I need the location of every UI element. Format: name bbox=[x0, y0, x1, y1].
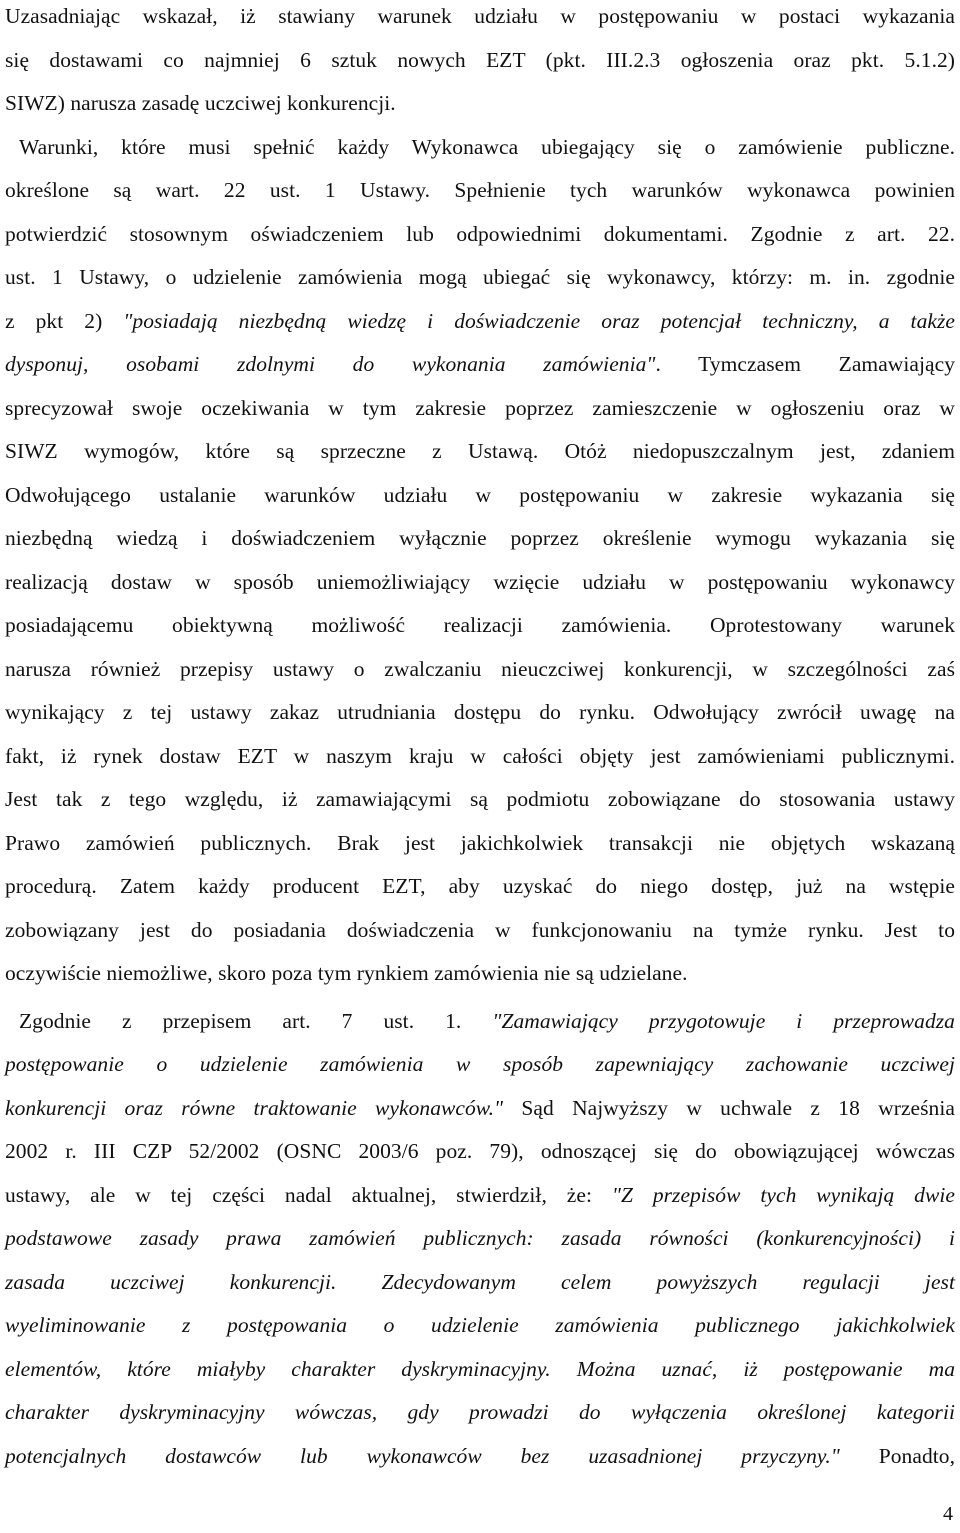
text-line-31-quote: wyeliminowanie z postępowania o udzielenie zamówienia publicznego jakichkolwiek bbox=[5, 1313, 955, 1337]
text-line-9-suffix: . Tymczasem Zamawiający bbox=[655, 352, 955, 376]
text-line-4: Warunki, które musi spełnić każdy Wykonawca ubiegający się o zamówienie publiczne. bbox=[19, 134, 955, 159]
text-line-25-quote: postępowanie o udzielenie zamówienia w sposób zapewniający zachowanie uczciwej bbox=[5, 1052, 955, 1076]
text-line-26-suffix: Sąd Najwyższy w uchwale z 18 września bbox=[521, 1095, 955, 1120]
text-line-7: ust. 1 Ustawy, o udzielenie zamówienia mogą ubiegać się wykonawcy, którzy: m. in. zgodnie bbox=[5, 265, 955, 289]
text-line-29 bbox=[5, 1217, 955, 1261]
text-line-9-quote: dysponuj, osobami zdolnymi do wykonania zamówienia" bbox=[5, 352, 656, 376]
text-line-24 bbox=[5, 1000, 955, 1044]
text-line-6: potwierdzić stosownym oświadczeniem lub odpowiednimi dokumentami. Zgodnie z art. 22. bbox=[5, 221, 955, 246]
text-line-30-quote: zasada uczciwej konkurencji. Zdecydowanym celem powyższych regulacji jest bbox=[5, 1269, 955, 1294]
text-line-11: SIWZ wymogów, które są sprzeczne z Ustawą. Otóż niedopuszczalnym jest, zdaniem bbox=[5, 439, 955, 463]
text-line-25 bbox=[5, 1043, 955, 1087]
text-line-33 bbox=[5, 1391, 955, 1435]
document-page bbox=[5, 0, 955, 1478]
text-line-8 bbox=[5, 300, 955, 344]
text-line-32-quote: elementów, które miałyby charakter dyskryminacyjny. Można uznać, iż postępowanie ma bbox=[5, 1356, 955, 1381]
text-line-32 bbox=[5, 1348, 955, 1392]
text-line-21: procedurą. Zatem każdy producent EZT, aby uzyskać do niego dostęp, już na wstępie bbox=[5, 874, 955, 898]
text-line-19: Jest tak z tego względu, iż zamawiającymi są podmiotu zobowiązane do stosowania ustawy bbox=[5, 787, 955, 811]
text-line-28-prefix: ustawy, ale w tej części nadal aktualnej, stwierdził, że: bbox=[5, 1182, 592, 1207]
text-line-28 bbox=[5, 1174, 955, 1218]
text-line-1: Uzasadniając wskazał, iż stawiany warunek udziału w postępowaniu w postaci wykazania bbox=[5, 4, 955, 28]
text-line-33-quote: charakter dyskryminacyjny wówczas, gdy prowadzi do wyłączenia określonej kategorii bbox=[5, 1400, 955, 1424]
text-line-8-prefix: z pkt 2) bbox=[5, 308, 124, 333]
text-line-16: narusza również przepisy ustawy o zwalczaniu nieuczciwej konkurencji, w szczególności zaś bbox=[5, 656, 955, 681]
text-line-13: niezbędną wiedzą i doświadczeniem wyłącznie poprzez określenie wymogu wykazania się bbox=[5, 526, 955, 550]
text-line-26-quote: konkurencji oraz równe traktowanie wykonawców." bbox=[5, 1095, 504, 1120]
text-line-34-quote: potencjalnych dostawców lub wykonawców bez uzasadnionej przyczyny." bbox=[5, 1443, 840, 1468]
text-line-27: 2002 r. III CZP 52/2002 (OSNC 2003/6 poz. 79), odnoszącej się do obowiązującej wówczas bbox=[5, 1139, 955, 1163]
text-line-23: oczywiście niemożliwe, skoro poza tym rynkiem zamówienia nie są udzielane. bbox=[5, 961, 688, 985]
text-line-20: Prawo zamówień publicznych. Brak jest jakichkolwiek transakcji nie objętych wskazaną bbox=[5, 830, 955, 855]
text-line-18: fakt, iż rynek dostaw EZT w naszym kraju w całości objęty jest zamówieniami publicznymi. bbox=[5, 743, 955, 768]
page-number: 4 bbox=[943, 1503, 953, 1525]
text-line-12: Odwołującego ustalanie warunków udziału w postępowaniu w zakresie wykazania się bbox=[5, 482, 955, 507]
text-line-8-quote: "posiadają niezbędną wiedzę i doświadczenie oraz potencjał techniczny, a także bbox=[123, 308, 955, 333]
text-line-31 bbox=[5, 1304, 955, 1348]
text-line-30 bbox=[5, 1261, 955, 1305]
text-line-24-prefix: Zgodnie z przepisem art. 7 ust. 1. bbox=[19, 1008, 462, 1033]
text-line-28-quote: "Z przepisów tych wynikają dwie bbox=[611, 1182, 955, 1207]
text-line-10: sprecyzował swoje oczekiwania w tym zakresie poprzez zamieszczenie w ogłoszeniu oraz w bbox=[5, 395, 955, 420]
text-line-15: posiadającemu obiektywną możliwość realizacji zamówienia. Oprotestowany warunek bbox=[5, 613, 955, 637]
text-line-3: SIWZ) narusza zasadę uczciwej konkurencji. bbox=[5, 91, 396, 115]
text-line-26 bbox=[5, 1087, 955, 1131]
text-line-29-quote: podstawowe zasady prawa zamówień publicznych: zasada równości (konkurencyjności) i bbox=[5, 1226, 955, 1250]
text-line-2: się dostawami co najmniej 6 sztuk nowych EZT (pkt. III.2.3 ogłoszenia oraz pkt. 5.1.2) bbox=[5, 47, 955, 72]
text-line-34-suffix: Ponadto, bbox=[878, 1443, 955, 1468]
text-line-14: realizacją dostaw w sposób uniemożliwiający wzięcie udziału w postępowaniu wykonawcy bbox=[5, 569, 955, 594]
text-line-17: wynikający z tej ustawy zakaz utrudniania dostępu do rynku. Odwołujący zwrócił uwagę na bbox=[5, 700, 955, 724]
text-line-9 bbox=[5, 343, 955, 387]
text-line-24-quote: "Zamawiający przygotowuje i przeprowadza bbox=[492, 1008, 955, 1033]
text-line-22: zobowiązany jest do posiadania doświadczenia w funkcjonowaniu na tymże rynku. Jest to bbox=[5, 917, 955, 942]
text-line-5: określone są wart. 22 ust. 1 Ustawy. Spełnienie tych warunków wykonawca powinien bbox=[5, 178, 955, 202]
text-line-34 bbox=[5, 1435, 955, 1479]
